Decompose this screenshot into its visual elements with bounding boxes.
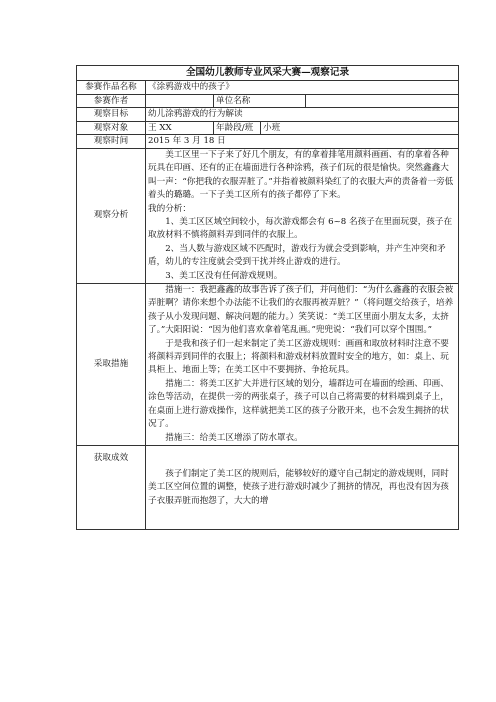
goal-label: 观察目标 [77,108,146,122]
age-label: 年龄段/班 [214,121,261,135]
subject-value: 王 XX [146,121,214,135]
subject-label: 观察对象 [77,121,146,135]
measures-label: 采取措施 [77,284,146,446]
measures-content [146,284,459,446]
work-name-label: 参赛作品名称 [77,81,146,95]
analysis-point: 2、当人数与游戏区域不匹配时，游戏行为就会受到影响，并产生冲突和矛盾，幼儿的专注度就会受到干扰并终止游戏的进行。 [148,243,446,268]
age-value: 小班 [261,121,459,135]
results-label: 获取成效 [77,445,146,529]
measure-paragraph: 措施一：我把鑫鑫的故事告诉了孩子们，并问他们：“为什么鑫鑫的衣服会被弄脏啊？请你来想个办法能不让我们的衣服再被弄脏？”（将问题交给孩子，培养孩子从小发现问题、解决问题的能力。）笑笑说：“美工区里面小朋友太多，太挤了。”大阳阳说：“因为他们喜欢拿着笔乱画。”兜兜说：“我们可以穿个围围。” [148,285,454,336]
measure-paragraph: 于是我和孩子们一起来制定了美工区游戏规则：画画和取放材料时注意不要将颜料弄到同伴的衣服上；将颜料和游戏材料放置时安全的地方，如：桌上、玩具柜上、地面上等；在美工区中不要拥挤、争抢玩具。 [148,338,449,376]
unit-label: 单位名称 [214,94,306,108]
observation-record-table [76,65,459,530]
analysis-point: 3、美工区没有任何游戏规则。 [165,270,283,281]
analysis-label: 观察分析 [77,148,146,283]
results-paragraph: 孩子们制定了美工区的规则后，能够较好的遵守自己制定的游戏规则，同时美工区空间位置的调整，使孩子进行游戏时减少了拥挤的情况，再也没有因为孩子衣服弄脏而抱怨了，大大的增 [148,468,449,506]
measure-paragraph: 措施二：将美工区扩大并进行区域的划分，墙群边可在墙面的绘画、印画、涂色等活动，在提供一旁的两张桌子，孩子可以自己将需要的材料端到桌子上，在桌面上进行游戏操作，这样就把美工区的孩子分散开来，也不会发生拥挤的状况了。 [148,378,449,430]
analysis-point: 1、美工区区域空间较小，每次游戏都会有 6~8 名孩子在里面玩耍，孩子在取放材料不慎将颜料弄到同伴的衣服上。 [148,217,453,241]
analysis-content [146,148,459,283]
time-label: 观察时间 [77,135,146,149]
author-value [146,94,214,108]
analysis-heading: 我的分析： [148,203,191,214]
time-value: 2015 年 3 月 18 日 [146,135,459,149]
author-label: 参赛作者 [77,94,146,108]
measure-paragraph: 措施三：给美工区增添了防水罩衣。 [165,432,303,443]
unit-value [306,94,459,108]
record-title: 全国幼儿教师专业风采大赛—观察记录 [77,66,459,81]
goal-value: 幼儿涂鸦游戏的行为解读 [146,108,459,122]
work-name-value: 《涂鸦游戏中的孩子》 [146,81,459,95]
analysis-paragraph: 美工区里一下子来了好几个朋友，有的拿着排笔用颜料画画、有的拿着各种玩具在印画、还有的正在墙面进行各种涂鸦，孩子们玩的很是愉快。突然鑫鑫大叫一声：“你把我的衣服弄脏了。”并指着被颜料染红了的衣服大声的责备着一旁低着头的璐璐。一下子美工区所有的孩子都停了下来。 [148,149,454,201]
results-content [146,445,459,529]
